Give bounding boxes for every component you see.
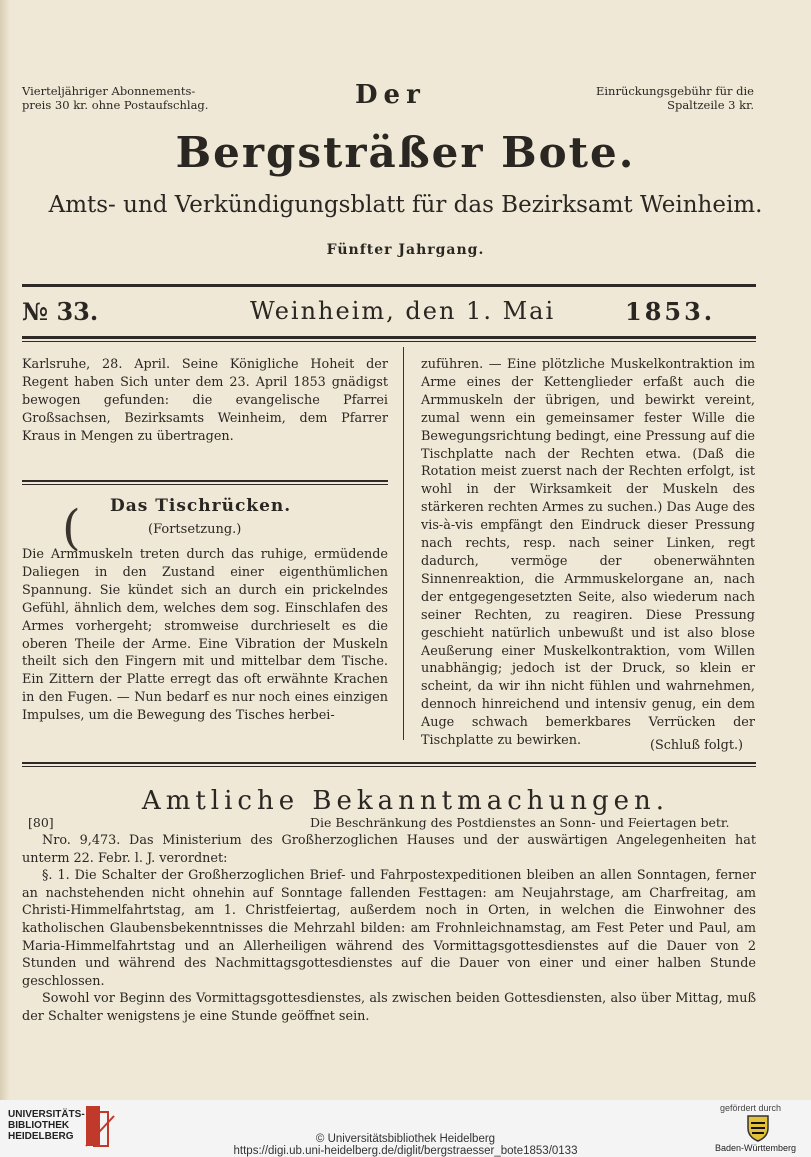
news-karlsruhe: Karlsruhe, 28. April. Seine Königliche Hoheit der Regent haben Sich unter dem 23. April 1853 gnädigst bewogen gefunden: die evangelische Pfarrei Großsachsen, Bezirksamts Weinheim, dem Pfarrer Kraus in Mengen zu übertragen.	[22, 357, 388, 444]
notice-number: [80]	[28, 815, 54, 830]
issue-number: № 33.	[22, 297, 99, 326]
sponsor-name: Baden-Württemberg	[715, 1143, 797, 1153]
issue-rule-top	[22, 284, 756, 287]
copyright-text: © Universitätsbibliothek Heidelberg	[315, 1133, 496, 1145]
advertising-fee-note	[584, 84, 754, 112]
notice-subject: Die Beschränkung des Postdienstes an Sonn- und Feiertagen betr.	[310, 815, 730, 830]
notice-body	[22, 832, 756, 1026]
coat-of-arms-icon	[745, 1114, 771, 1142]
masthead-article: Der	[355, 80, 426, 110]
decorative-bracket: (	[62, 500, 81, 556]
issue-rule-thin	[22, 341, 756, 342]
volume-line: Fünfter Jahrgang.	[326, 242, 485, 258]
advertising-fee-line1: Einrückungsgebühr für die	[595, 84, 754, 98]
permalink[interactable]: https://digi.ub.uni-heidelberg.de/diglit/bergstraesser_bote1853/0133	[233, 1145, 578, 1157]
university-library-line3: HEIDELBERG	[8, 1131, 74, 1142]
subscription-note-line2: preis 30 kr. ohne Postaufschlag.	[22, 98, 209, 112]
column-divider-thin	[22, 484, 388, 485]
notice-paragraph-1: Nro. 9,473. Das Ministerium des Großherzoglichen Hauses und der auswärtigen Angelegenheiten hat unterm 22. Febr. l. J. verordnet:	[22, 833, 756, 866]
section-rule-thin	[22, 766, 756, 767]
to-be-continued: (Schluß folgt.)	[650, 738, 744, 753]
column-divider	[22, 480, 388, 482]
newspaper-title: Bergsträßer Bote.	[175, 128, 636, 177]
notice-paragraph-3: Sowohl vor Beginn des Vormittagsgottesdienstes, als zwischen beiden Gottesdiensten, also über Mittag, muß der Schalter wenigstens je eine Stunde geöffnet sein.	[22, 991, 756, 1024]
issue-date: Weinheim, den 1. Mai	[250, 297, 556, 325]
issue-rule-bottom	[22, 336, 756, 339]
feuilleton-continuation: (Fortsetzung.)	[148, 522, 242, 537]
feuilleton-text-right: zuführen. — Eine plötzliche Muskelkontraktion im Arme eines der Kettenglieder erfaßt auch die Armmuskeln der übrigen, und bewirkt vereint, zumal wenn ein gemeinsamer fester Wille die Bewegungsrichtung bedingt, eine Pressung auf die Tischplatte nach der Rechten etwa. (Daß die Rotation meist zuerst nach der Rechten erfolgt, ist wohl in der Wirksamkeit der Muskeln des stärkeren rechten Armes zu suchen.) Das Auge des vis-à-vis empfängt den Eindruck dieser Pressung nach rechts, resp. nach seiner Linken, regt dadurch, vermöge der obenerwähnten Sinnenreaktion, die Armmuskelorgane an, nach der entgegengesetzten Seite, also wiederum nach seiner Rechten, zu reagiren. Diese Pressung geschieht natürlich unbewußt und ist also blose Aeußerung einer Muskelkontraktion, vom Willen unabhängig; jedoch ist der Druck, so klein er scheint, da wir ihn nicht fühlen und wahrnehmen, dennoch hinreichend und intensiv genug, ein dem Auge schwach bemerkbares Verrücken der Tischplatte zu bewirken.	[421, 357, 755, 749]
feuilleton-text-left: Die Armmuskeln treten durch das ruhige, ermüdende Daliegen in den Zustand einer eigenthümlichen Spannung. Sie kündet sich an durch ein prickelndes Gefühl, ähnlich dem, welches dem sog. Einschlafen des Armes vorhergeht; stromweise durchrieselt es die oberen Theile der Arme. Eine Vibration der Muskeln theilt sich den Fingern mit und mittelbar dem Tische. Ein Zittern der Platte erregt das oft erwähnte Krachen in den Fugen. — Nun bedarf es nur noch eines einzigen Impulses, um die Bewegung des Tisches herbei-	[22, 547, 388, 724]
advertising-fee-line2: Spaltzeile 3 kr.	[667, 98, 754, 112]
subscription-note	[22, 84, 222, 112]
issue-year: 1853.	[625, 297, 716, 326]
university-library-line1: UNIVERSITÄTS-	[8, 1109, 85, 1120]
university-library-line2: BIBLIOTHEK	[8, 1120, 70, 1131]
section-rule	[22, 762, 756, 764]
notice-paragraph-2: §. 1. Die Schalter der Großherzoglichen Brief- und Fahrpostexpeditionen bleiben an allen Sonntagen, ferner an nachstehenden nicht ohnehin auf Sonntage fallenden Festtagen: am Neujahrstage, am Charfreitag, am Christi-Himmelfahrtstag, am 1. Christfeiertag, außerdem noch in Orten, in welchen die Einwohner des katholischen Glaubensbekenntnisses die Mehrzahl bilden: am Frohnleichnamstag, am Fest Peter und Paul, am Maria-Himmelfahrtstag und an Allerheiligen während des Vormittagsgottesdienstes auf die Dauer von 2 Stunden und während des Nachmittagsgottesdienstes auf die Dauer von einer und einer halben Stunde geschlossen.	[22, 868, 756, 989]
section-title: Amtliche Bekanntmachungen.	[141, 786, 670, 816]
feuilleton-title: Das Tischrücken.	[110, 496, 292, 516]
newspaper-subtitle: Amts- und Verkündigungsblatt für das Bezirksamt Weinheim.	[48, 192, 763, 218]
sponsor-label: gefördert durch	[720, 1103, 782, 1113]
column-separator	[403, 347, 404, 740]
subscription-note-line1: Vierteljähriger Abonnements-	[22, 84, 196, 98]
